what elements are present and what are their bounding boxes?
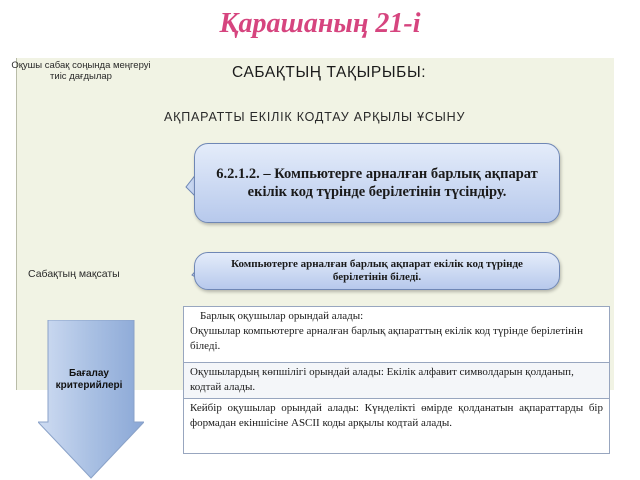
- objective-sub-callout: [194, 252, 560, 290]
- criteria-most-text: Оқушылардың көпшілігі орындай алады: Екілік алфавит символдарын қолданып, кодтай алады.: [190, 366, 574, 393]
- slide-date: Қарашаның 21-і: [219, 8, 421, 39]
- topic-heading: САБАҚТЫҢ ТАҚЫРЫБЫ:: [232, 64, 427, 81]
- skills-heading: Оқушы сабақ соңында меңгеруі тиіс дағдылар: [11, 60, 151, 82]
- topic-name: АҚПАРАТТЫ ЕКІЛІК КОДТАУ АРҚЫЛЫ ҰСЫНУ: [164, 110, 466, 124]
- down-arrow-icon: [38, 320, 144, 480]
- criteria-all-text: Оқушылар компьютерге арналған барлық ақпараттың екілік код түрінде берілетінін біледі.: [190, 325, 583, 352]
- objective-sub-text: Компьютерге арналған барлық ақпарат екілік код түрінде берілетінін біледі.: [231, 258, 523, 283]
- criteria-row-all: [184, 307, 609, 362]
- criteria-row-some: [184, 398, 609, 455]
- criteria-row-most: [184, 362, 609, 398]
- criteria-box: [183, 306, 610, 454]
- lesson-goal-label: Сабақтың мақсаты: [28, 268, 120, 280]
- criteria-some-text: Кейбір оқушылар орындай алады: Күнделікті өмірде қолданатын ақпараттарды бір формадан екіншісіне ASCII коды арқылы кодтай алады.: [190, 402, 603, 429]
- objective-callout: [194, 143, 560, 223]
- assessment-criteria-label: Бағалау критерийлері: [55, 368, 123, 391]
- objective-main-text: 6.2.1.2. – Компьютерге арналған барлық ақпарат екілік код түрінде берілетінін түсіндіру.: [216, 166, 538, 200]
- criteria-all-lead: Барлық оқушылар орындай алады:: [200, 310, 364, 322]
